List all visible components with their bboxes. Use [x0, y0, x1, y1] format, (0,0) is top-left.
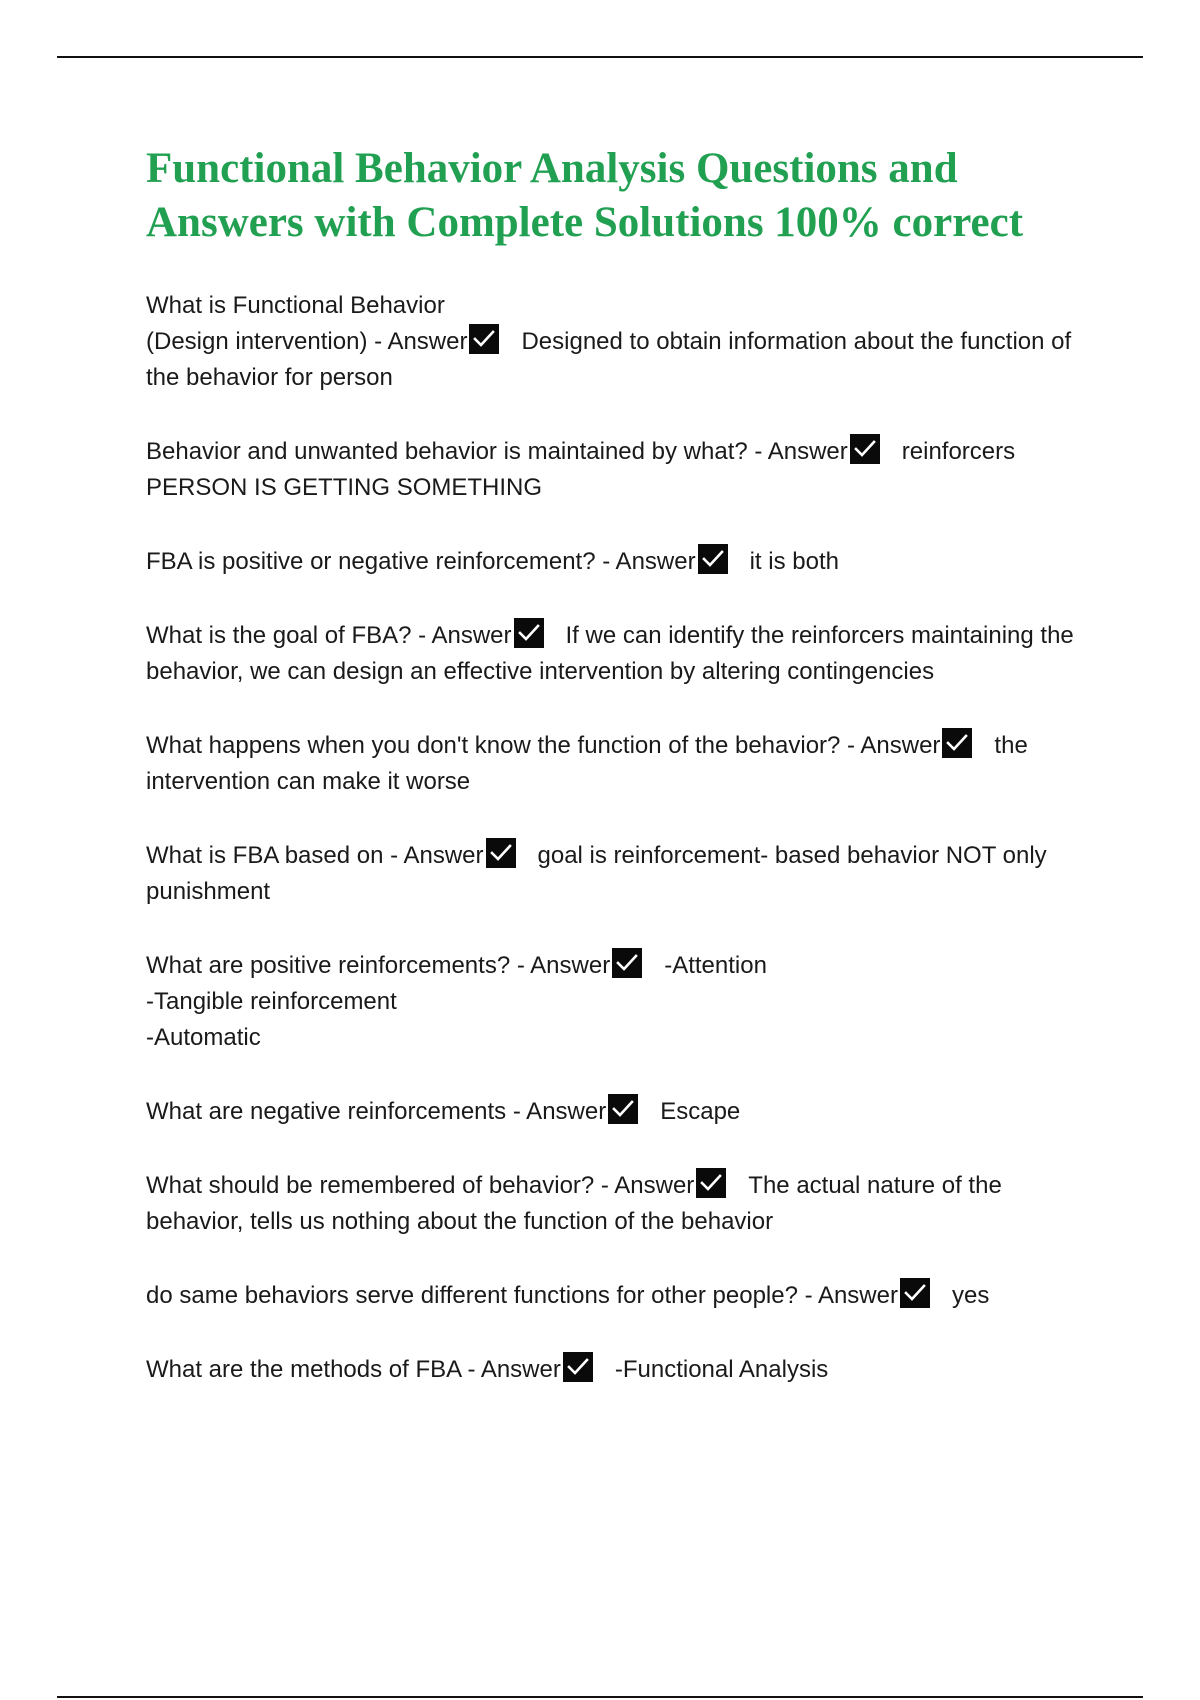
- footer-rule: [57, 1696, 1143, 1698]
- question-line: [146, 842, 538, 869]
- question-text: What are positive reinforcements? - Answer: [146, 952, 611, 979]
- check-box-icon: [850, 434, 880, 464]
- check-box-icon: [469, 324, 499, 354]
- answer-text: the intervention can make it worse: [146, 732, 1028, 795]
- check-box-icon: [514, 618, 544, 648]
- question-text-prefix: What is Functional Behavior: [146, 292, 445, 319]
- document-title: Functional Behavior Analysis Questions and Answers with Complete Solutions 100% correct: [146, 145, 1024, 246]
- answer-text: The actual nature of the behavior, tells us nothing about the function of the behavior: [146, 1172, 1002, 1235]
- qa-item: [146, 618, 1096, 690]
- question-text: FBA is positive or negative reinforcement? - Answer: [146, 548, 696, 575]
- answer-text: -Tangible reinforcement: [146, 988, 397, 1015]
- question-line: [146, 1098, 660, 1125]
- answer-text: it is both: [749, 548, 839, 575]
- check-box-icon: [900, 1278, 930, 1308]
- question-line: [146, 328, 521, 355]
- question-line: [146, 1356, 615, 1383]
- question-text: What should be remembered of behavior? - Answer: [146, 1172, 695, 1199]
- question-line: [146, 1282, 952, 1309]
- question-text: What are negative reinforcements - Answer: [146, 1098, 607, 1125]
- question-line: [146, 548, 750, 575]
- qa-list: [146, 288, 1096, 1388]
- question-text: What is FBA based on - Answer: [146, 842, 484, 869]
- check-box-icon: [612, 948, 642, 978]
- qa-item: [146, 1168, 1096, 1240]
- check-box-icon: [696, 1168, 726, 1198]
- check-box-icon: [563, 1352, 593, 1382]
- question-line: [146, 952, 664, 979]
- header-rule: [57, 56, 1143, 58]
- answer-text: yes: [951, 1282, 990, 1309]
- question-text: What is the goal of FBA? - Answer: [146, 622, 512, 649]
- answer-text: reinforcers PERSON IS GETTING SOMETHING: [146, 438, 1016, 501]
- qa-item: [146, 1094, 1096, 1130]
- answer-text: If we can identify the reinforcers maintaining the behavior, we can design an effective intervention by altering contingencies: [146, 622, 1074, 685]
- qa-item: [146, 948, 1096, 1056]
- answer-text: goal is reinforcement- based behavior NOT only punishment: [146, 842, 1047, 905]
- question-text: (Design intervention) - Answer: [146, 328, 468, 355]
- answer-text: -Attention: [664, 952, 767, 979]
- answer-text: -Functional Analysis: [614, 1356, 829, 1383]
- answer-text: Designed to obtain information about the function of the behavior for person: [146, 328, 1072, 391]
- question-text: do same behaviors serve different functions for other people? - Answer: [146, 1282, 898, 1309]
- question-text: Behavior and unwanted behavior is maintained by what? - Answer: [146, 438, 848, 465]
- answer-text: -Automatic: [146, 1024, 261, 1051]
- check-box-icon: [608, 1094, 638, 1124]
- qa-item: [146, 728, 1096, 800]
- qa-item: [146, 838, 1096, 910]
- question-line: [146, 622, 566, 649]
- check-box-icon: [486, 838, 516, 868]
- question-line: [146, 1172, 748, 1199]
- question-text: What are the methods of FBA - Answer: [146, 1356, 561, 1383]
- question-line: [146, 732, 994, 759]
- document-body: [146, 142, 1096, 1426]
- check-box-icon: [698, 544, 728, 574]
- check-box-icon: [942, 728, 972, 758]
- qa-item: [146, 544, 1096, 580]
- qa-item: [146, 288, 1096, 396]
- question-line: [146, 438, 902, 465]
- question-text: What happens when you don't know the function of the behavior? - Answer: [146, 732, 941, 759]
- qa-item: [146, 1352, 1096, 1388]
- qa-item: [146, 1278, 1096, 1314]
- qa-item: [146, 434, 1096, 506]
- answer-text: Escape: [660, 1098, 741, 1125]
